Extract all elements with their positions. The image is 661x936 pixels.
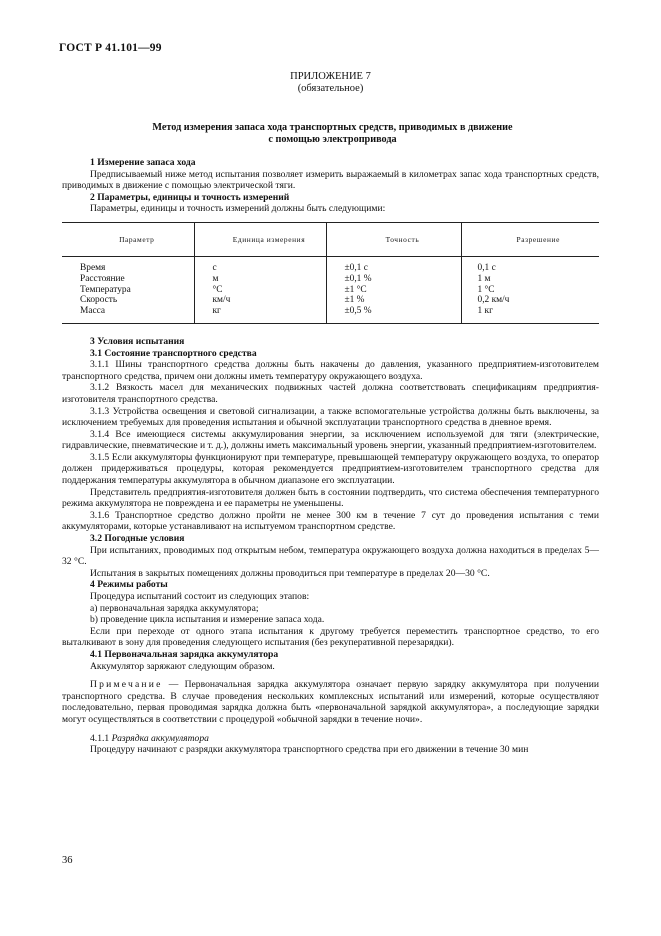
appendix-status: (обязательное) bbox=[297, 83, 364, 94]
paragraph-4-1: Аккумулятор заряжают следующим образом. bbox=[90, 660, 275, 672]
section-4-1-1-number: 4.1.1 bbox=[90, 732, 112, 744]
table-cell-resolution: 0,1 с 1 м 1 °С 0,2 км/ч 1 кг bbox=[461, 256, 599, 323]
appendix-label: ПРИЛОЖЕНИЕ 7 bbox=[290, 71, 371, 82]
table-row bbox=[62, 256, 599, 323]
paragraph-3-1-1: 3.1.1 Шины транспортного средства должны быть накачены до давления, указанного предприятием-изготовителем транспортного средства, причем они должны иметь температуру окружающего воздуха. bbox=[62, 359, 599, 382]
section-4-1-heading: 4.1 Первоначальная зарядка аккумулятора bbox=[90, 648, 279, 660]
paragraph-3-1-4: 3.1.4 Все имеющиеся системы аккумулирования энергии, за исключением используемой для тяги (электрические, гидравлические, пневматические и т. д.), должны иметь максимальный уровень энергии, указанный предприятием-изготовителем. bbox=[62, 428, 599, 452]
table-cell-units: с м °С км/ч кг bbox=[194, 256, 326, 323]
paragraph-4: Если при переходе от одного этапа испытания к другому требуется переместить транспортное средство, то его выталкивают в зону для проведения следующего испытания (без рекуперативной перезарядки). bbox=[62, 625, 599, 649]
table-cell-parameters: Время Расстояние Температура Скорость Масса bbox=[62, 256, 194, 323]
paragraph-3-2-a: При испытаниях, проводимых под открытым небом, температура окружающего воздуха должна находиться в пределах 5—32 °С. bbox=[62, 544, 599, 568]
list-item-b: b) проведение цикла испытания и измерение запаса хода. bbox=[90, 614, 325, 626]
note-paragraph bbox=[62, 679, 599, 725]
page-number: 36 bbox=[62, 855, 73, 866]
section-3-heading: 3 Условия испытания bbox=[90, 335, 185, 347]
paragraph-3-1-2: 3.1.2 Вязкость масел для механических подвижных частей должна соответствовать спецификациям предприятия-изготовителя транспортного средства. bbox=[62, 382, 599, 405]
title-line-2: с помощью электропривода bbox=[268, 134, 397, 145]
section-4-heading: 4 Режимы работы bbox=[90, 579, 168, 591]
section-1-heading: 1 Измерение запаса хода bbox=[90, 157, 196, 168]
note-text: — Первоначальная зарядка аккумулятора означает первую зарядку аккумулятора при получении транспортного средства. В случае проведения нескольких комплексных испытаний или измерений, которые осуществляют последовательно, первая проводимая зарядка должна быть «первоначальной зарядкой аккумулятора», а последующие зарядки могут осуществляться в соответствии с процедурой «обычной зарядки в течение ночи». bbox=[62, 679, 599, 725]
table-header-cell: Параметр bbox=[62, 222, 194, 256]
section-4-1-1-title: Разрядка аккумулятора bbox=[111, 732, 209, 744]
section-3-1-heading: 3.1 Состояние транспортного средства bbox=[90, 347, 257, 359]
parameters-table bbox=[62, 222, 599, 324]
section-1-text: Предписываемый ниже метод испытания позволяет измерить выражаемый в километрах запас хода транспортных средств, приводимых в движение с помощью электрической тяги. bbox=[62, 168, 599, 192]
table-header-cell: Единица измерения bbox=[194, 222, 326, 256]
paragraph-4-1-1: Процедуру начинают с разрядки аккумулятора транспортного средства при его движении в течение 30 мин bbox=[90, 744, 529, 756]
body-content bbox=[62, 157, 599, 756]
section-3-2-heading: 3.2 Погодные условия bbox=[90, 533, 185, 545]
title-line-1: Метод измерения запаса хода транспортных средств, приводимых в движение bbox=[152, 122, 513, 133]
table-cell-accuracy: ±0,1 с ±0,1 % ±1 °С ±1 % ±0,5 % bbox=[326, 256, 461, 323]
document-code: ГОСТ Р 41.101—99 bbox=[59, 42, 162, 54]
section-4-intro: Процедура испытаний состоит из следующих этапов: bbox=[90, 591, 310, 603]
table-header-cell: Разрешение bbox=[461, 222, 599, 256]
paragraph-3-1-3: 3.1.3 Устройства освещения и световой сигнализации, а также вспомогательные устройства должны быть выключены, за исключением требуемых для проведения испытания и обычной эксплуатации транспортного средства в дневное время. bbox=[62, 405, 599, 429]
paragraph-3-2-b: Испытания в закрытых помещениях должны проводиться при температуре в пределах 20—30 °С. bbox=[90, 567, 490, 579]
table-header-cell: Точность bbox=[326, 222, 461, 256]
appendix-title bbox=[90, 122, 575, 146]
paragraph-3-1-5-cont: Представитель предприятия-изготовителя должен быть в состоянии подтвердить, что система обеспечения температурного режима аккумулятора не повреждена и ее параметры не уменьшены. bbox=[62, 486, 599, 510]
section-4-1-1-heading bbox=[62, 733, 599, 745]
section-2-heading: 2 Параметры, единицы и точность измерений bbox=[90, 191, 290, 203]
table-header-row bbox=[62, 222, 599, 256]
section-2-text: Параметры, единицы и точность измерений должны быть следующими: bbox=[90, 203, 386, 215]
paragraph-3-1-5: 3.1.5 Если аккумуляторы функционируют при температуре, превышающей температуру окружающего воздуха, то оператор должен придерживаться процедуры, которая рекомендуется предприятием-изготовителем транспортного средства для поддержания температуры аккумулятора в обычном диапазоне его эксплуатации. bbox=[62, 451, 599, 487]
list-item-a: а) первоначальная зарядка аккумулятора; bbox=[90, 602, 259, 614]
paragraph-3-1-6: 3.1.6 Транспортное средство должно пройти не менее 300 км в течение 7 сут до проведения испытания с теми аккумуляторами, которые устанавливают на испытуемом транспортном средстве. bbox=[62, 509, 599, 533]
note-lead: Примечание bbox=[90, 679, 163, 691]
